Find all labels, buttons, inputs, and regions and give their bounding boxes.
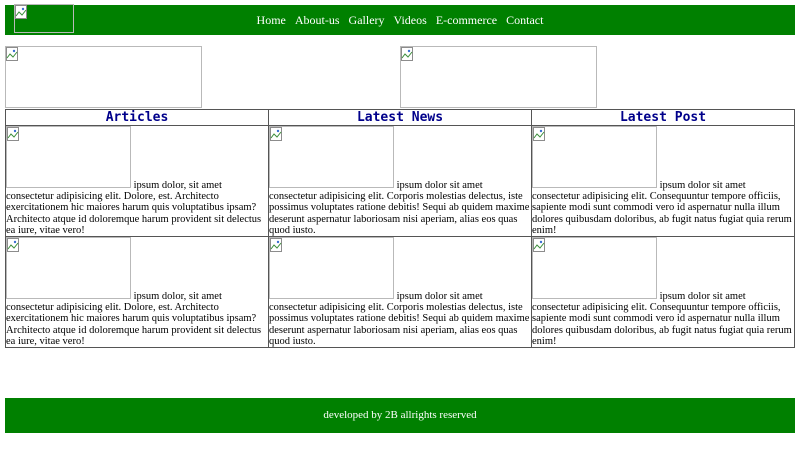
- broken-image-icon: [401, 47, 413, 61]
- article-cell: [6, 126, 269, 237]
- news-cell: [269, 126, 532, 237]
- broken-image-icon: [533, 127, 545, 141]
- main-nav: [5, 5, 795, 35]
- column-header-latest-post: Latest Post: [532, 110, 795, 126]
- nav-link-e-commerce[interactable]: E-commerce: [435, 13, 498, 27]
- post-cell: [532, 126, 795, 237]
- column-header-articles: Articles: [6, 110, 269, 126]
- broken-image-icon: [6, 47, 18, 61]
- table-row: [6, 126, 795, 237]
- article-text: ipsum dolor, sit amet consectetur adipisicing elit. Dolore, est. Architecto exercitationem hic maiores harum quis voluptatibus ipsam? Architecto atque id doloremque harum provident sit delectus ea iure, vitae vero!: [6, 180, 262, 236]
- site-footer: [5, 398, 795, 433]
- news-text: ipsum dolor sit amet consectetur adipisicing elit. Corporis molestias delectus, iste possimus voluptates ratione debitis! Sequi ab quidem maxime deserunt aspernatur laboriosam nisi aperiam, alias eos quas quod iusto.: [269, 291, 530, 347]
- post-text: ipsum dolor sit amet consectetur adipisicing elit. Consequuntur tempore officiis, sapiente modi sunt commodi vero id aspernatur nulla illum dolores quibusdam doloribus, ab fugit natus fugiat quia rerum enim!: [532, 291, 792, 347]
- article-text: ipsum dolor, sit amet consectetur adipisicing elit. Dolore, est. Architecto exercitationem hic maiores harum quis voluptatibus ipsam? Architecto atque id doloremque harum provident sit delectus ea iure, vitae vero!: [6, 291, 262, 347]
- post-thumbnail: [532, 126, 657, 188]
- broken-image-icon: [533, 238, 545, 252]
- column-header-latest-news: Latest News: [269, 110, 532, 126]
- nav-link-home[interactable]: Home: [256, 13, 286, 27]
- post-cell: [532, 237, 795, 348]
- post-thumbnail: [532, 237, 657, 299]
- news-text: ipsum dolor sit amet consectetur adipisicing elit. Corporis molestias delectus, iste possimus voluptates ratione debitis! Sequi ab quidem maxime deserunt aspernatur laboriosam nisi aperiam, alias eos quas quod iusto.: [269, 180, 530, 236]
- broken-image-icon: [7, 238, 19, 252]
- news-thumbnail: [269, 237, 394, 299]
- news-cell: [269, 237, 532, 348]
- nav-link-gallery[interactable]: Gallery: [348, 13, 385, 27]
- site-header: [5, 5, 795, 35]
- broken-image-icon: [270, 238, 282, 252]
- nav-link-videos[interactable]: Videos: [393, 13, 427, 27]
- article-thumbnail: [6, 126, 131, 188]
- banner-image-right: [400, 46, 597, 108]
- post-text: ipsum dolor sit amet consectetur adipisicing elit. Consequuntur tempore officiis, sapiente modi sunt commodi vero id aspernatur nulla illum dolores quibusdam doloribus, ab fugit natus fugiat quia rerum enim!: [532, 180, 792, 236]
- footer-text: developed by 2B allrights reserved: [323, 409, 477, 421]
- news-thumbnail: [269, 126, 394, 188]
- banner-image-left: [5, 46, 202, 108]
- broken-image-icon: [7, 127, 19, 141]
- nav-link-about-us[interactable]: About-us: [294, 13, 340, 27]
- broken-image-icon: [270, 127, 282, 141]
- article-cell: [6, 237, 269, 348]
- article-thumbnail: [6, 237, 131, 299]
- nav-link-contact[interactable]: Contact: [506, 13, 544, 27]
- content-table: [5, 109, 795, 348]
- table-header-row: [6, 110, 795, 126]
- table-row: [6, 237, 795, 348]
